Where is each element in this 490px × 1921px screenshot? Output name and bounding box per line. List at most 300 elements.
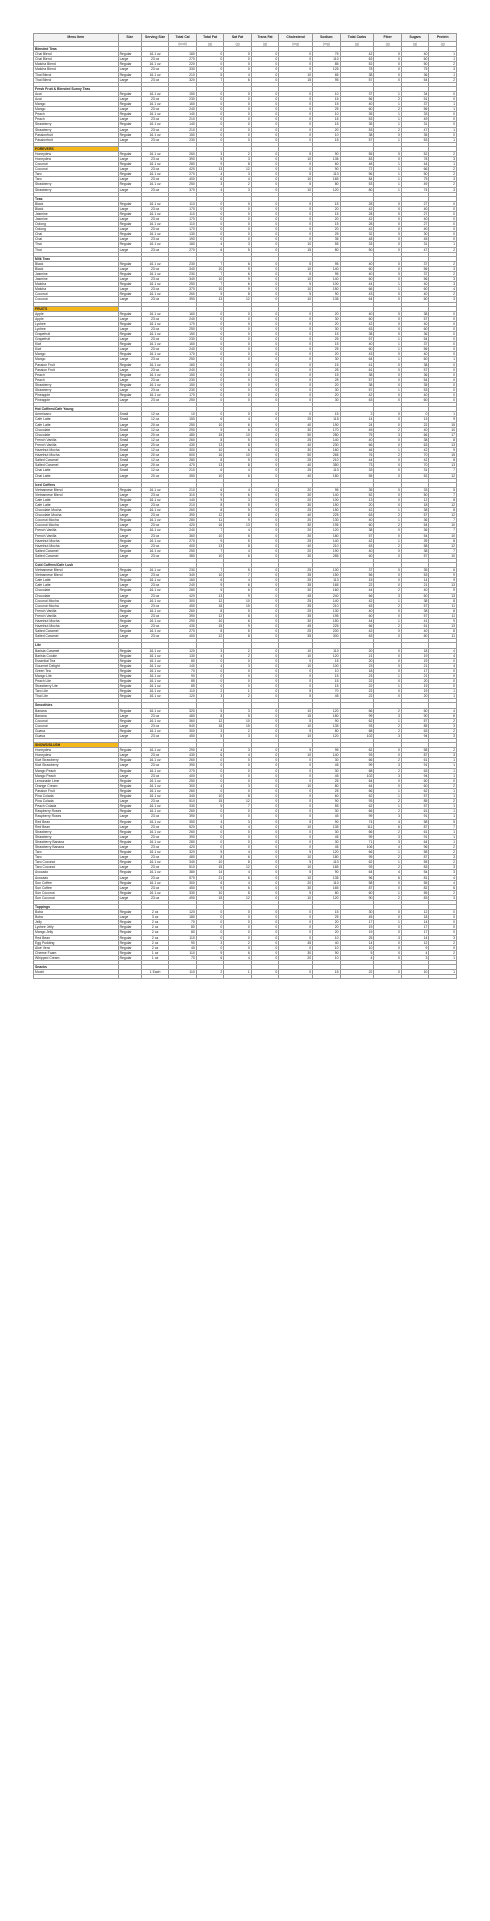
menu-item-cell: Strawberry [34,122,119,127]
value-cell: 8 [224,442,251,447]
value-cell: 62 [340,748,374,753]
serving-cell: 16.1 oz [141,629,168,634]
value-cell: 18 [401,502,428,507]
value-cell: 0 [224,920,251,925]
value-cell: 13 [224,523,251,528]
value-cell: 25 [313,107,340,112]
size-cell: Large [118,247,141,252]
unit-cell: (g) [340,42,374,47]
value-cell: 10 [279,865,313,870]
value-cell: 9 [196,950,223,955]
menu-item-cell: Chocolate Mocha [34,513,119,518]
value-cell: 20 [313,206,340,211]
value-cell: 10 [279,783,313,788]
value-cell: 15 [224,603,251,608]
value-cell: 3 [374,432,401,437]
serving-cell: 23 oz [141,357,168,362]
value-cell: 20 [279,528,313,533]
value-cell: 2 [429,783,457,788]
value-cell: 0 [374,266,401,271]
empty-cell [169,975,196,979]
menu-item-cell: Strawberry Lite [34,684,119,689]
value-cell: 0 [374,463,401,468]
value-cell: 63 [340,603,374,608]
serving-cell: 16.1 oz [141,778,168,783]
value-cell: 0 [251,865,278,870]
menu-item-cell: Strawberry [34,187,119,192]
value-cell: 1 [429,412,457,417]
value-cell: 40 [340,271,374,276]
value-cell: 165 [313,177,340,182]
value-cell: 3 [224,663,251,668]
menu-item-cell: Coconut Mocha [34,523,119,528]
value-cell: 0 [251,648,278,653]
value-cell: 5 [224,608,251,613]
value-cell: 0 [251,337,278,342]
value-cell: 70 [401,463,428,468]
value-cell: 0 [374,694,401,699]
value-cell: 0 [429,311,457,316]
serving-cell: 16.1 oz [141,372,168,377]
value-cell: 8 [429,629,457,634]
value-cell: 0 [196,930,223,935]
serving-cell: 23 oz [141,177,168,182]
size-cell: Large [118,67,141,72]
value-cell: 0 [374,568,401,573]
value-cell: 250 [169,282,196,287]
value-cell: 42 [340,393,374,398]
value-cell: 570 [169,875,196,880]
value-cell: 9 [196,162,223,167]
menu-item-cell: Banana [34,713,119,718]
size-cell: Large [118,463,141,468]
value-cell: 5 [279,172,313,177]
value-cell: 0 [279,768,313,773]
value-cell: 0 [374,753,401,758]
value-cell: 9 [196,292,223,297]
size-cell: Large [118,915,141,920]
value-cell: 15 [196,432,223,437]
value-cell: 0 [196,763,223,768]
menu-item-cell: Black [34,206,119,211]
size-cell: Regular [118,955,141,960]
value-cell: 0 [251,955,278,960]
value-cell: 53 [401,388,428,393]
value-cell: 0 [429,347,457,352]
value-cell: 0 [251,222,278,227]
value-cell: 2 [374,708,401,713]
value-cell: 0 [224,316,251,321]
size-cell: Large [118,713,141,718]
value-cell: 2 [340,412,374,417]
serving-cell: 20 oz [141,453,168,458]
value-cell: 0 [251,127,278,132]
menu-item-cell: Lemonade Lime [34,778,119,783]
value-cell: 2 [429,292,457,297]
value-cell: 25 [279,417,313,422]
value-cell: 35 [340,487,374,492]
menu-item-cell: Coconut Mocha [34,518,119,523]
value-cell: 180 [313,533,340,538]
value-cell: 40 [401,52,428,57]
size-cell: Large [118,187,141,192]
value-cell: 380 [169,870,196,875]
value-cell: 170 [169,321,196,326]
value-cell: 195 [313,523,340,528]
value-cell: 8 [429,458,457,463]
value-cell: 0 [224,412,251,417]
value-cell: 0 [279,372,313,377]
value-cell: 57 [340,533,374,538]
size-cell: Regular [118,783,141,788]
value-cell: 6 [196,177,223,182]
value-cell: 0 [251,578,278,583]
value-cell: 0 [279,62,313,67]
size-cell: Regular [118,538,141,543]
size-cell: Regular [118,497,141,502]
value-cell: 94 [401,773,428,778]
value-cell: 330 [169,67,196,72]
value-cell: 0 [251,850,278,855]
value-cell: 3 [224,172,251,177]
section-label: SNOWS/SLUSH [34,743,119,748]
value-cell: 2 [374,855,401,860]
menu-item-cell: Boba [34,915,119,920]
serving-cell: 23 oz [141,865,168,870]
value-cell: 210 [313,543,340,548]
value-cell: 0 [251,593,278,598]
value-cell: 0 [224,910,251,915]
value-cell: 230 [169,261,196,266]
menu-item-cell: Red Bean [34,824,119,829]
value-cell: 45 [313,814,340,819]
value-cell: 180 [313,713,340,718]
value-cell: 480 [169,432,196,437]
value-cell: 18 [340,668,374,673]
value-cell: 0 [251,162,278,167]
value-cell: 50 [401,172,428,177]
value-cell: 0 [374,222,401,227]
value-cell: 0 [429,684,457,689]
value-cell: 55 [340,151,374,156]
value-cell: 270 [169,247,196,252]
value-cell: 37 [401,261,428,266]
value-cell: 80 [313,783,340,788]
serving-cell: 12 oz [141,448,168,453]
value-cell: 0 [196,372,223,377]
menu-item-cell: French Vanilla [34,528,119,533]
value-cell: 25 [279,458,313,463]
value-cell: 170 [169,227,196,232]
value-cell: 22 [401,422,428,427]
serving-cell: 23 oz [141,753,168,758]
value-cell: 0 [251,508,278,513]
value-cell: 2 [374,758,401,763]
size-cell: Large [118,885,141,890]
column-header: Sugars [401,34,428,42]
value-cell: 0 [251,201,278,206]
value-cell: 0 [374,940,401,945]
value-cell: 3 [196,728,223,733]
value-cell: 38 [401,548,428,553]
value-cell: 1 [374,122,401,127]
value-cell: 48 [340,237,374,242]
empty-cell [313,975,340,979]
value-cell: 210 [169,487,196,492]
value-cell: 0 [374,352,401,357]
value-cell: 2 [374,809,401,814]
value-cell: 110 [169,211,196,216]
value-cell: 15 [313,658,340,663]
value-cell: 0 [251,342,278,347]
value-cell: 57 [401,804,428,809]
value-cell: 0 [224,925,251,930]
value-cell: 10 [279,266,313,271]
size-cell: Small [118,437,141,442]
value-cell: 8 [224,634,251,639]
value-cell: 55 [401,860,428,865]
value-cell: 45 [313,773,340,778]
value-cell: 0 [374,261,401,266]
value-cell: 3 [374,734,401,739]
value-cell: 1 [374,117,401,122]
value-cell: 150 [313,502,340,507]
value-cell: 0 [429,112,457,117]
value-cell: 10 [279,287,313,292]
value-cell: 200 [313,629,340,634]
value-cell: 66 [340,829,374,834]
value-cell: 6 [224,533,251,538]
value-cell: 450 [169,734,196,739]
value-cell: 53 [340,182,374,187]
value-cell: 0 [196,382,223,387]
value-cell: 5 [224,629,251,634]
value-cell: 230 [169,377,196,382]
value-cell: 1 [374,342,401,347]
value-cell: 0 [374,67,401,72]
value-cell: 3 [429,266,457,271]
value-cell: 10 [279,297,313,302]
serving-cell: 16.1 oz [141,673,168,678]
value-cell: 8 [224,860,251,865]
value-cell: 10 [224,453,251,458]
value-cell: 6 [196,753,223,758]
value-cell: 390 [169,297,196,302]
section-label: Milk Teas [34,256,119,261]
serving-cell: 2 oz [141,945,168,950]
menu-item-cell: Cafe Latte [34,578,119,583]
value-cell: 0 [374,331,401,336]
value-cell: 320 [169,850,196,855]
value-cell: 0 [279,117,313,122]
value-cell: 3 [224,783,251,788]
value-cell: 80 [313,247,340,252]
value-cell: 3 [429,734,457,739]
size-cell: Regular [118,232,141,237]
value-cell: 40 [313,940,340,945]
value-cell: 32 [340,232,374,237]
menu-item-cell: Mango Jelly [34,930,119,935]
value-cell: 25 [279,629,313,634]
value-cell: 4 [340,955,374,960]
value-cell: 99 [340,713,374,718]
value-cell: 0 [429,321,457,326]
value-cell: 9 [401,945,428,950]
menu-item-cell: Chai Blend [34,52,119,57]
value-cell: 1 [429,773,457,778]
value-cell: 35 [279,613,313,618]
value-cell: 3 [224,242,251,247]
value-cell: 0 [279,201,313,206]
menu-item-cell: Hazelnut Mocha [34,538,119,543]
value-cell: 100 [313,497,340,502]
value-cell: 0 [224,357,251,362]
empty-cell [374,975,401,979]
value-cell: 95 [313,77,340,82]
serving-cell: 12 oz [141,458,168,463]
value-cell: 15 [279,713,313,718]
value-cell: 0 [196,112,223,117]
value-cell: 45 [313,763,340,768]
value-cell: 0 [374,201,401,206]
menu-item-cell: Mango Peach [34,773,119,778]
value-cell: 0 [251,734,278,739]
value-cell: 0 [251,880,278,885]
value-cell: 12 [196,513,223,518]
menu-item-cell: Thai [34,242,119,247]
value-cell: 0 [196,773,223,778]
size-cell: Regular [118,653,141,658]
value-cell: 1 [374,718,401,723]
value-cell: 0 [374,311,401,316]
value-cell: 44 [340,619,374,624]
value-cell: 20 [313,382,340,387]
value-cell: 0 [251,357,278,362]
value-cell: 3 [374,935,401,940]
size-cell: Large [118,753,141,758]
value-cell: 35 [401,382,428,387]
value-cell: 340 [169,860,196,865]
value-cell: 0 [224,117,251,122]
value-cell: 520 [169,824,196,829]
value-cell: 2 [374,723,401,728]
menu-item-cell: Barista Cookie [34,653,119,658]
value-cell: 0 [251,393,278,398]
value-cell: 4 [224,824,251,829]
serving-cell: 23 oz [141,237,168,242]
value-cell: 1 [374,112,401,117]
value-cell: 8 [196,608,223,613]
menu-item-cell: Matcha [34,282,119,287]
size-cell: Regular [118,321,141,326]
menu-item-cell: Kiwi Strawberry [34,758,119,763]
value-cell: 2 [429,718,457,723]
value-cell: 57 [401,718,428,723]
serving-cell: 16.1 oz [141,201,168,206]
value-cell: 80 [313,890,340,895]
serving-cell: 16.1 oz [141,679,168,684]
value-cell: 300 [169,783,196,788]
value-cell: 0 [279,232,313,237]
value-cell: 22 [340,583,374,588]
menu-item-cell: Coconut [34,292,119,297]
menu-item-cell: Strawberry [34,829,119,834]
value-cell: 1 [429,57,457,62]
value-cell: 0 [279,778,313,783]
value-cell: 5 [224,713,251,718]
serving-cell: 23 oz [141,57,168,62]
value-cell: 10 [313,955,340,960]
value-cell: 400 [169,634,196,639]
value-cell: 2 [374,543,401,548]
size-cell: Large [118,634,141,639]
size-cell: Regular [118,890,141,895]
menu-item-cell: Peach [34,112,119,117]
value-cell: 4 [429,708,457,713]
value-cell: 1 [374,167,401,172]
value-cell: 0 [196,96,223,101]
serving-cell: 16.1 oz [141,282,168,287]
value-cell: 4 [429,648,457,653]
value-cell: 96 [401,844,428,849]
value-cell: 2 [374,728,401,733]
size-cell: Large [118,326,141,331]
value-cell: 15 [196,624,223,629]
value-cell: 99 [340,834,374,839]
value-cell: 0 [374,950,401,955]
serving-cell: 23 oz [141,326,168,331]
value-cell: 0 [251,468,278,473]
value-cell: 165 [313,583,340,588]
value-cell: 60 [401,326,428,331]
value-cell: 4 [224,955,251,960]
value-cell: 71 [340,839,374,844]
value-cell: 0 [374,748,401,753]
value-cell: 260 [169,829,196,834]
value-cell: 27 [401,211,428,216]
value-cell: 10 [313,112,340,117]
value-cell: 0 [224,62,251,67]
value-cell: 0 [224,311,251,316]
value-cell: 0 [251,603,278,608]
value-cell: 0 [251,583,278,588]
value-cell: 6 [196,468,223,473]
value-cell: 22 [340,970,374,975]
value-cell: 30 [313,388,340,393]
value-cell: 0 [279,814,313,819]
value-cell: 0 [429,679,457,684]
size-cell: Regular [118,362,141,367]
menu-item-cell: Mango [34,357,119,362]
value-cell: 0 [251,331,278,336]
value-cell: 60 [313,162,340,167]
value-cell: 390 [169,513,196,518]
value-cell: 0 [196,321,223,326]
value-cell: 0 [196,758,223,763]
value-cell: 35 [279,634,313,639]
value-cell: 63 [340,513,374,518]
column-header: Trans Fat [251,34,278,42]
menu-item-cell: Hazelnut Mocha [34,448,119,453]
value-cell: 42 [401,458,428,463]
value-cell: 0 [279,227,313,232]
menu-item-cell: Passionfruit [34,137,119,142]
unit-cell: (kcal) [169,42,196,47]
value-cell: 0 [251,77,278,82]
value-cell: 30 [313,326,340,331]
value-cell: 7 [224,573,251,578]
value-cell: 0 [224,206,251,211]
